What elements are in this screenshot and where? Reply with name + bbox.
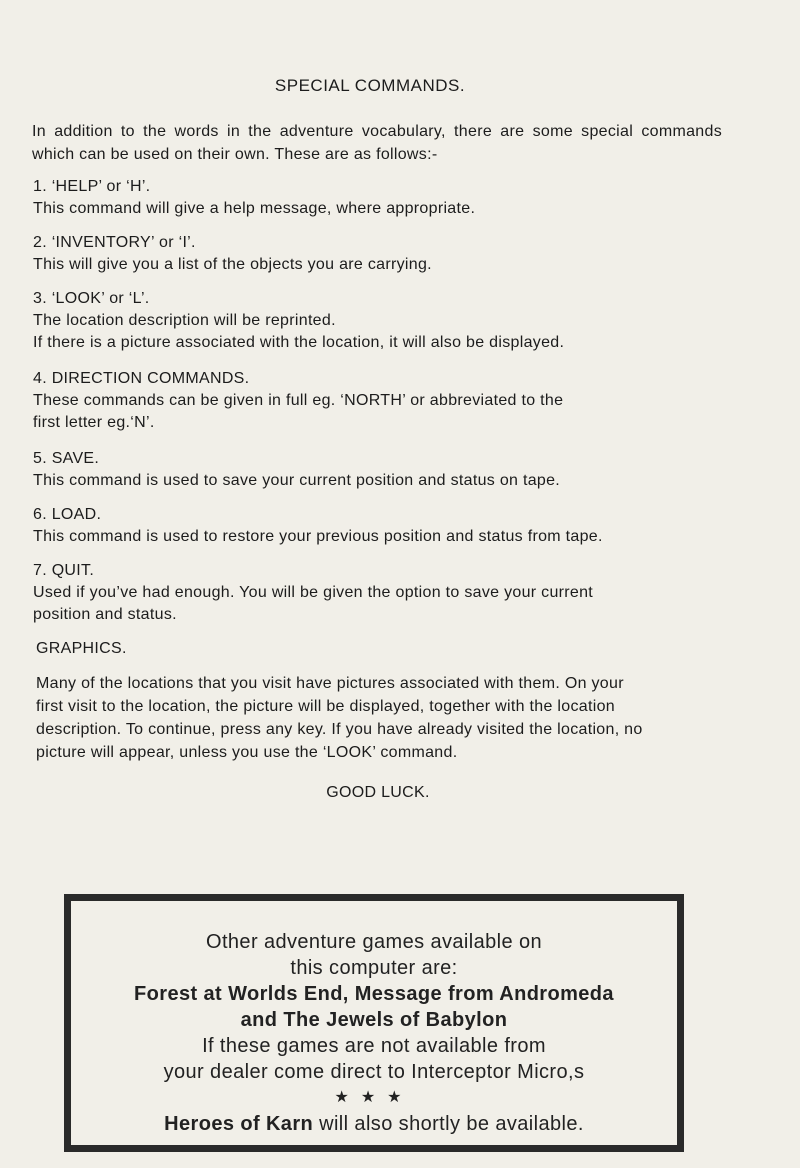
command-heading: 1. ‘HELP’ or ‘H’. xyxy=(33,178,151,195)
command-description: If there is a picture associated with the location, it will also be displayed. xyxy=(33,334,565,351)
command-help xyxy=(33,176,723,220)
graphics-paragraph xyxy=(36,672,726,764)
command-description: position and status. xyxy=(33,606,177,623)
command-quit xyxy=(33,560,723,626)
command-heading: 4. DIRECTION COMMANDS. xyxy=(33,370,250,387)
command-description: Used if you’ve had enough. You will be given the option to save your current xyxy=(33,584,594,601)
command-heading: 3. ‘LOOK’ or ‘L’. xyxy=(33,290,150,307)
command-description: The location description will be reprinted. xyxy=(33,312,336,329)
command-description: This will give you a list of the objects you are carrying. xyxy=(33,256,432,273)
advert-line: your dealer come direct to Interceptor Micro,s xyxy=(163,1061,585,1083)
command-heading: 6. LOAD. xyxy=(33,506,102,523)
graphics-line: first visit to the location, the picture will be displayed, together with the location xyxy=(36,698,615,715)
page-title: SPECIAL COMMANDS. xyxy=(274,76,466,95)
graphics-line: description. To continue, press any key. If you have already visited the location, no xyxy=(36,721,643,738)
command-inventory xyxy=(33,232,723,276)
good-luck: GOOD LUCK. xyxy=(326,784,430,801)
graphics-line: Many of the locations that you visit have pictures associated with them. On your xyxy=(36,675,624,692)
advert-line: If these games are not available from xyxy=(202,1035,546,1057)
graphics-heading: GRAPHICS. xyxy=(36,640,127,657)
command-save xyxy=(33,448,723,492)
advert-final-text: will also shortly be available. xyxy=(313,1113,584,1135)
graphics-line: picture will appear, unless you use the ‘LOOK’ command. xyxy=(36,744,458,761)
command-direction xyxy=(33,368,723,434)
intro-paragraph: In addition to the words in the adventure vocabulary, there are some special commands which can be used on their own. These are as follows:- xyxy=(32,123,722,163)
advert-game-title: Heroes of Karn xyxy=(164,1113,314,1135)
command-look xyxy=(33,288,723,354)
advert-game-titles: and The Jewels of Babylon xyxy=(240,1009,508,1031)
command-load xyxy=(33,504,723,548)
command-description: first letter eg.‘N’. xyxy=(33,414,155,431)
advert-game-titles: Forest at Worlds End, Message from Andromeda xyxy=(134,983,614,1005)
advert-final-line xyxy=(71,1111,677,1137)
advert-line: Other adventure games available on xyxy=(205,931,543,953)
command-heading: 2. ‘INVENTORY’ or ‘I’. xyxy=(33,234,196,251)
command-description: This command is used to save your current position and status on tape. xyxy=(33,472,561,489)
command-description: These commands can be given in full eg. ‘NORTH’ or abbreviated to the xyxy=(33,392,564,409)
command-description: This command will give a help message, where appropriate. xyxy=(33,200,476,217)
star-icons: ★★★ xyxy=(334,1089,414,1106)
command-heading: 7. QUIT. xyxy=(33,562,95,579)
advert-line: this computer are: xyxy=(290,957,458,979)
command-heading: 5. SAVE. xyxy=(33,450,100,467)
command-description: This command is used to restore your previous position and status from tape. xyxy=(33,528,603,545)
advert-box xyxy=(64,894,684,1152)
